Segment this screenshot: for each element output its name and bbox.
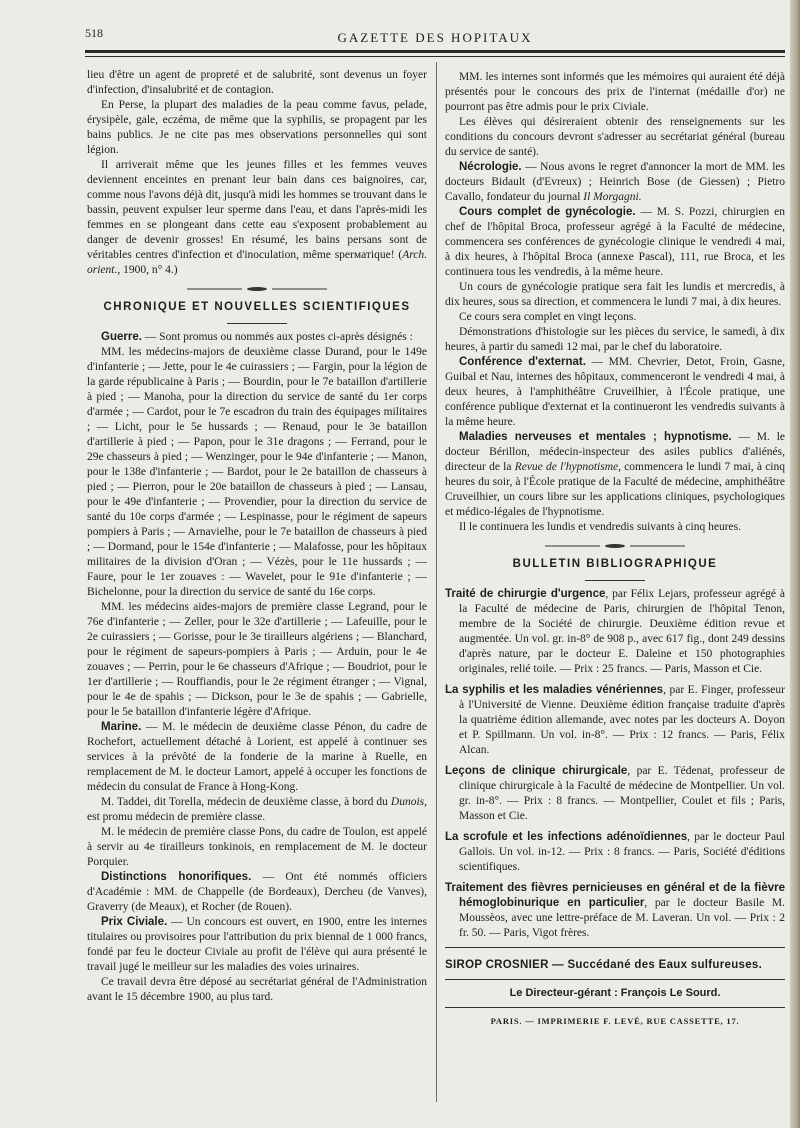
book-entry: Leçons de clinique chirurgicale, par E. Tédenat, professeur de clinique chirurgicale à la Faculté de médecine de Montpellier. Un vol. gr. in-8°. — Prix : 8 francs. — Montpellier, Coulet et fils ; Paris, Masson et Cie. bbox=[445, 765, 785, 822]
book-title: Traitement des fièvres pernicieuses en général et de la fièvre hémoglobinurique en particulier bbox=[445, 882, 785, 909]
paragraph: MM. les médecins aides-majors de première classe Legrand, pour le 76e d'infanterie ; — Zeller, pour le 32e d'artillerie ; — Lafeuille, pour le 2e cuirassiers ; — Gorisse, pour le 3e tirailleurs algériens ; — Blanchard, pour le régiment de sapeurs-pompiers à Paris ; — Arduin, pour le 4e zouaves ; — Perrin, pour le 6e chasseurs d'Afrique ; — Boudriot, pour le 1er d'artillerie ; — Rouffiandis, pour le 2e régiment étranger ; — Vignal, pour le 4e de spahis ; — Dickson, pour le 3e de spahis ; — Gabrielle, pour le 5e bataillon d'infanterie légère d'Afrique. bbox=[87, 601, 427, 718]
section-title-chronique: CHRONIQUE ET NOUVELLES SCIENTIFIQUES bbox=[103, 301, 411, 313]
book-entry: Traitement des fièvres pernicieuses en général et de la fièvre hémoglobinurique en particulier, par le docteur Basile M. Moussèos, avec une lettre-préface de M. Laveran. Un vol. — Prix : 2 fr. 50. — Paris, Vigot frères. bbox=[445, 882, 786, 939]
paragraph: M. Taddei, dit Torella, médecin de deuxième classe, à bord du Dunois, est promu médecin de première classe. bbox=[87, 796, 427, 823]
section-ornament bbox=[187, 286, 327, 292]
paragraph: Ce travail devra être déposé au secrétariat général de l'Administration avant le 15 décembre 1900, au plus tard. bbox=[87, 976, 427, 1003]
book-title: La syphilis et les maladies vénériennes bbox=[445, 684, 664, 696]
section-ornament bbox=[545, 543, 685, 549]
advertisement: SIROP CROSNIER — Succédané des Eaux sulfureuses. bbox=[445, 959, 763, 971]
paragraph: Distinctions honorifiques. — Ont été nommés officiers d'Académie : MM. de Chappelle (de Bordeaux), Dercheu (de Vanves), Graverry (de Meaux), et Rocher (de Rouen). bbox=[87, 871, 427, 913]
divider bbox=[445, 1007, 785, 1008]
paragraph: Cours complet de gynécologie. — M. S. Pozzi, chirurgien en chef de l'hôpital Broca, professeur agrégé à la Faculté de médecine, commencera ses conférences de gynécologie clinique le vendredi 4 mai, à dix heures, à l'hôpital Broca (annexe Pascal), 111, rue Broca, et les continuera tous les vendredis, à la même heure. bbox=[445, 206, 785, 278]
page-number: 518 bbox=[85, 26, 103, 40]
page-header bbox=[85, 26, 785, 48]
run-in-heading: Cours complet de gynécologie. bbox=[459, 206, 636, 218]
ship-name: Dunois bbox=[390, 796, 425, 808]
paragraph: lieu d'être un agent de propreté et de salubrité, sont devenus un foyer d'infection, d'insalubrité et de contagion. bbox=[87, 69, 427, 96]
director-line: Le Directeur-gérant : François Le Sourd. bbox=[509, 987, 721, 999]
title-underline bbox=[585, 580, 645, 581]
paragraph: Un cours de gynécologie pratique sera fait les lundis et mercredis, à dix heures, sous sa direction, et commencera le lundi 7 mai, à dix heures. bbox=[445, 281, 785, 308]
left-column bbox=[87, 68, 427, 1005]
header-rule-thick bbox=[85, 50, 785, 53]
book-title: Traité de chirurgie d'urgence bbox=[445, 588, 606, 600]
paragraph: Maladies nerveuses et mentales ; hypnotisme. — M. le docteur Bérillon, médecin-inspecteur des asiles publics d'aliénés, directeur de la Revue de l'hypnotisme, commencera le lundi 7 mai, à cinq heures du soir, à l'École pratique de la Faculté de médecine, amphithéâtre Cruveilhier, un cours libre sur les applications cliniques, psychologiques et médico-légales de l'hypnotisme. bbox=[445, 431, 785, 518]
paragraph: M. le médecin de première classe Pons, du cadre de Toulon, est appelé à servir au 4e tirailleurs tonkinois, en remplacement de M. le docteur Porquier. bbox=[87, 826, 427, 868]
run-in-heading: Distinctions honorifiques. bbox=[101, 871, 252, 883]
run-in-heading: Prix Civiale. bbox=[101, 916, 168, 928]
book-entry: Traité de chirurgie d'urgence, par Félix Lejars, professeur agrégé à la Faculté de médecine de Paris, chirurgien de l'hôpital Tenon, membre de la Société de chirurgie. Deuxième édition revue et augmentée. Un vol. gr. in-8° de 908 p., avec 617 fig., dont 249 dessins d'après nature, par le docteur E. Daleine et 150 photographies originales, relié toile. — Prix : 25 francs. — Paris, Masson et Cie. bbox=[445, 588, 785, 675]
book-list bbox=[445, 587, 785, 941]
paragraph: Conférence d'externat. — MM. Chevrier, Detot, Froin, Gasne, Guibal et Nau, internes des hôpitaux, commenceront le vendredi 4 mai, à deux heures, à l'amphithéâtre Cruveilhier, à l'École pratique, une conférence publique d'externat et la continueront les vendredis suivants à la même heure. bbox=[445, 356, 785, 428]
paragraph: Il arriverait même que les jeunes filles et les femmes veuves deviennent enceintes en prenant leur bain dans ces baignoires, car, comme nous l'avons déjà dit, jusqu'à midi les hommes se trouvant dans le bassin, peuvent expulser leur sperme dans l'eau, et dans l'après-midi les femmes en se plongeant dans cette eau s'exposent probablement au danger de devenir grosses! En résumé, les bains persans sont de véritables centres d'infection et d'inoculation, même sperматique! (Arch. orient., 1900, n° 4.) bbox=[87, 159, 427, 276]
printer-line: PARIS. — IMPRIMERIE F. LEVÉ, RUE CASSETTE, 17. bbox=[490, 1016, 740, 1026]
running-title: GAZETTE DES HOPITAUX bbox=[337, 30, 533, 45]
book-title: Leçons de clinique chirurgicale bbox=[445, 765, 628, 777]
paragraph: Les élèves qui désireraient obtenir des renseignements sur les conditions du concours devront s'adresser au secrétariat général (bureau du service de santé). bbox=[445, 116, 785, 158]
paragraph: Prix Civiale. — Un concours est ouvert, en 1900, entre les internes titulaires ou provisoires pour l'attribution du prix biennal de 1 000 francs, fondé par feu le docteur Civiale au profit de l'élève qui aura présenté le travail jugé le meilleur sur les maladies des voies urinaires. bbox=[87, 916, 427, 973]
paragraph: MM. les internes sont informés que les mémoires qui auraient été déjà présentés pour le concours des prix de l'internat (médaille d'or) ne pourront pas être admis pour le prix Civiale. bbox=[445, 71, 785, 113]
run-in-heading: Marine. bbox=[101, 721, 142, 733]
run-in-heading: Conférence d'externat. bbox=[459, 356, 586, 368]
divider bbox=[445, 979, 785, 980]
journal-reference: Arch. orient. bbox=[87, 249, 427, 276]
book-entry: La syphilis et les maladies vénériennes, par E. Finger, professeur à l'Université de Vienne. Deuxième édition française traduite d'après la quatrième édition allemande, avec notes par les docteurs A. Doyon et P. Spillmann. Un vol. in-8°. — Prix : 12 francs. — Paris, Félix Alcan. bbox=[445, 684, 785, 756]
paragraph: Il le continuera les lundis et vendredis suivants à cinq heures. bbox=[459, 521, 741, 533]
run-in-heading: Nécrologie. bbox=[459, 161, 522, 173]
title-underline bbox=[227, 323, 287, 324]
paragraph: Nécrologie. — Nous avons le regret d'annoncer la mort de MM. les docteurs Bidault (d'Evreux) ; Heinrich Bose (de Giessen) ; Pietro Cavallo, fondateur du journal Il Morgagni. bbox=[445, 161, 785, 203]
book-entry: La scrofule et les infections adénoïdiennes, par le docteur Paul Gallois. Un vol. in-12. — Prix : 8 francs. — Paris, Société d'éditions scientifiques. bbox=[445, 831, 785, 873]
column-separator bbox=[436, 62, 437, 1102]
book-title: La scrofule et les infections adénoïdiennes bbox=[445, 831, 688, 843]
run-in-heading: Maladies nerveuses et mentales ; hypnotisme. bbox=[459, 431, 732, 443]
divider bbox=[445, 947, 785, 948]
paragraph: En Perse, la plupart des maladies de la peau comme favus, pelade, érysipèle, gale, eczéma, de même que la syphilis, se propagent par les bains publics. Je ne cite pas mes observations personnelles qui sont légion. bbox=[87, 99, 427, 156]
paragraph: Ce cours sera complet en vingt leçons. bbox=[459, 311, 637, 323]
section-title-bulletin: BULLETIN BIBLIOGRAPHIQUE bbox=[512, 558, 718, 570]
journal-name: Il Morgagni. bbox=[583, 191, 642, 203]
right-column bbox=[445, 70, 785, 1029]
paragraph: Guerre. — Sont promus ou nommés aux postes ci-après désignés : bbox=[101, 331, 413, 343]
run-in-heading: Guerre. bbox=[101, 331, 142, 343]
paragraph: Démonstrations d'histologie sur les pièces du service, le samedi, à dix heures, à partir du samedi 12 mai, par le chef du laboratoire. bbox=[445, 326, 785, 353]
page-edge bbox=[790, 0, 800, 1128]
paragraph: Marine. — M. le médecin de deuxième classe Pénon, du cadre de Rochefort, actuellement détaché à Lorient, est appelé à continuer ses services à la prévôté de la fonderie de la marine à Ruelle, en remplacement de M. le docteur Lamort, appelé à occuper les fonctions de médecin du consulat de France à Hong-Kong. bbox=[87, 721, 427, 793]
paragraph: MM. les médecins-majors de deuxième classe Durand, pour le 149e d'infanterie ; — Jette, pour le 4e cuirassiers ; — Fargin, pour la légion de la garde républicaine à Paris ; — Bourdin, pour le 7e bataillon d'artillerie à pied ; — Manoha, pour la direction du service de santé du 1er corps d'armée ; — Cardot, pour le 7e escadron du train des équipages militaires ; — Licht, pour le 5e hussards ; — Renaud, pour le 3e bataillon d'artillerie à pied ; — Papon, pour le 31e dragons ; — Ferrand, pour le 29e chasseurs à pied ; — Wenzinger, pour le 94e d'infanterie ; — Manon, pour le 138e d'infanterie ; — Bardot, pour le 2e bataillon de chasseurs à pied ; — Pierron, pour le 20e bataillon de chasseurs à pied ; — Lansau, pour le 49e d'infanterie ; — Provendier, pour la direction du service de santé du 10e corps d'armée ; — Lespinasse, pour le régiment de sapeurs pompiers à Paris ; — Arnavielhe, pour le 7e bataillon de chasseurs à pied ; — Dormand, pour le 154e d'infanterie ; — Malafosse, pour les hôpitaux militaires de la division d'Oran ; — Vézès, pour le 11e hussards ; — Faure, pour le 1er zouaves : — Wavelet, pour le 91e d'infanterie ; — Bichelonne, pour la direction du service de santé du 16e corps. bbox=[87, 346, 427, 598]
revue-name: Revue de l'hypnotisme bbox=[514, 461, 619, 473]
header-rule-thin bbox=[85, 56, 785, 57]
